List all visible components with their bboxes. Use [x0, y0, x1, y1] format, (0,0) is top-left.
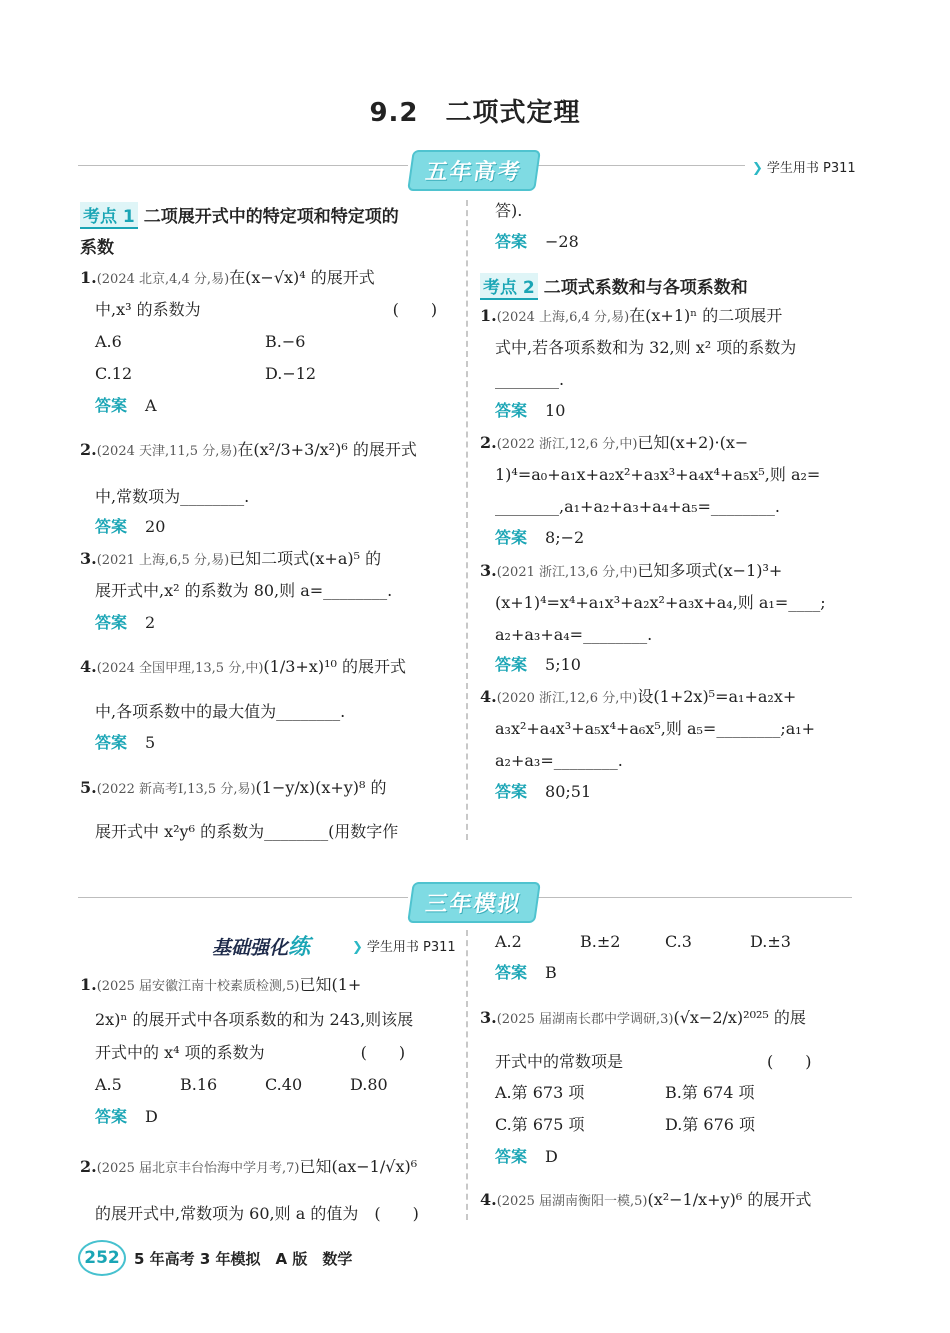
answer-value: 10 — [545, 401, 566, 420]
option-a: C.12 — [95, 364, 133, 383]
question-text: 在(x²/3+3/x²)⁶ 的展开式 — [237, 440, 417, 459]
answer-label: 答案 — [495, 782, 528, 801]
question-source: (2024 天津,11,5 分,易) — [96, 444, 238, 459]
answer-line — [95, 517, 165, 537]
question-line — [95, 581, 392, 601]
question-source: (2025 届安徽江南十校素质检测,5) — [96, 979, 300, 994]
student-book-ref-text: 学生用书 P311 — [766, 161, 856, 176]
question-line — [95, 1043, 405, 1063]
sub-banner-highlight: 练 — [288, 935, 311, 960]
question-line — [95, 822, 398, 842]
question-number: 4. — [480, 687, 497, 706]
question-text: 已知(1+ — [299, 975, 362, 994]
student-book-ref — [752, 157, 856, 176]
options-row — [95, 364, 316, 384]
question-stem — [80, 1157, 417, 1179]
option-a: A.6 — [95, 332, 122, 351]
answer-label: 答案 — [495, 232, 528, 251]
question-text: 在(x−√x)⁴ 的展开式 — [229, 268, 375, 287]
question-line — [495, 719, 815, 739]
student-book-ref-2 — [352, 936, 456, 955]
question-number: 1. — [80, 268, 97, 287]
question-text: 已知(x+2)·(x− — [637, 433, 749, 452]
topic-text: 二项式系数和与各项系数和 — [543, 278, 748, 298]
question-line — [495, 201, 522, 221]
option-b: B.16 — [180, 1075, 218, 1094]
section-banner-five-year: 五年高考 — [407, 150, 541, 191]
footer-title: 5 年高考 3 年模拟 A 版 数学 — [134, 1250, 353, 1268]
topic-text: 二项展开式中的特定项和特定项的 — [143, 207, 399, 227]
answer-label: 答案 — [495, 528, 528, 547]
divider-left — [78, 165, 408, 166]
question-source: (2025 届北京丰台怡海中学月考,7) — [96, 1161, 300, 1176]
question-text: 已知二项式(x+a)⁵ 的 — [229, 549, 382, 568]
sub-banner-basic — [212, 930, 310, 961]
question-line-text: 开式中的 x⁴ 项的系数为 ( ) — [95, 1043, 406, 1062]
option-d: D.±3 — [750, 932, 791, 951]
question-number: 2. — [80, 1157, 97, 1176]
question-line — [95, 1010, 413, 1030]
answer-value: 20 — [145, 517, 166, 536]
question-stem — [80, 268, 375, 290]
question-line-text: 1)⁴=a₀+a₁x+a₂x²+a₃x³+a₄x⁴+a₅x⁵,则 a₂= — [495, 465, 821, 484]
question-number: 3. — [80, 549, 97, 568]
answer-label: 答案 — [495, 963, 528, 982]
answer-line — [495, 655, 581, 675]
page-title: 9.2 二项式定理 — [369, 98, 581, 128]
question-text: (x²−1/x+y)⁶ 的展开式 — [647, 1190, 812, 1209]
divider-right — [530, 165, 745, 166]
question-number: 4. — [480, 1190, 497, 1209]
question-source: (2020 浙江,12,6 分,中) — [496, 691, 638, 706]
answer-label: 答案 — [95, 517, 128, 536]
option-a: A.5 — [95, 1075, 122, 1094]
question-source: (2024 全国甲理,13,5 分,中) — [96, 661, 264, 676]
question-text: (1/3+x)¹⁰ 的展开式 — [263, 657, 406, 676]
topic-tag: 考点 2 — [480, 273, 538, 300]
answer-line — [495, 528, 584, 548]
question-source: (2024 上海,6,4 分,易) — [496, 310, 630, 325]
question-stem — [480, 1008, 806, 1030]
column-divider — [466, 200, 468, 840]
page-number: 252 — [78, 1240, 126, 1276]
answer-line — [495, 401, 565, 421]
question-source: (2024 北京,4,4 分,易) — [96, 272, 230, 287]
question-stem — [80, 778, 387, 800]
question-line-text: ________,a₁+a₂+a₃+a₄+a₅=________. — [495, 497, 780, 516]
question-line-text: 展开式中 x²y⁶ 的系数为________(用数字作 — [95, 822, 399, 841]
question-number: 4. — [80, 657, 97, 676]
question-line — [95, 300, 437, 320]
answer-value: D — [145, 1107, 158, 1126]
option-b: D.−12 — [265, 364, 317, 383]
answer-label: 答案 — [95, 1107, 128, 1126]
question-text: (1−y/x)(x+y)⁸ 的 — [255, 778, 387, 797]
answer-line — [95, 733, 155, 753]
answer-value: 80;51 — [545, 782, 592, 801]
question-line-text: 的展开式中,常数项为 60,则 a 的值为 ( ) — [95, 1204, 419, 1223]
question-source: (2021 浙江,13,6 分,中) — [496, 565, 638, 580]
question-stem — [480, 433, 748, 455]
question-line — [495, 338, 796, 358]
answer-line — [95, 396, 157, 416]
question-stem — [480, 1190, 811, 1212]
question-line-text: 开式中的常数项是 ( ) — [495, 1052, 812, 1071]
option-b: D.第 676 项 — [665, 1115, 756, 1134]
question-line — [95, 702, 345, 722]
options-row — [95, 332, 305, 352]
question-stem — [80, 440, 417, 462]
question-line — [95, 487, 249, 507]
question-stem — [480, 561, 782, 583]
question-source: (2022 新高考Ⅰ,13,5 分,易) — [96, 782, 256, 797]
option-c: C.40 — [265, 1075, 303, 1094]
question-text: (√x−2/x)²⁰²⁵ 的展 — [673, 1008, 806, 1027]
option-d: D.80 — [350, 1075, 388, 1094]
options-row — [495, 1115, 755, 1135]
answer-value: −28 — [545, 232, 579, 251]
question-source: (2021 上海,6,5 分,易) — [96, 553, 230, 568]
answer-label: 答案 — [495, 401, 528, 420]
sub-banner-main: 基础强化 — [212, 937, 289, 959]
question-line — [495, 625, 652, 645]
section-banner-three-year: 三年模拟 — [407, 882, 541, 923]
question-line-text: 答). — [495, 201, 523, 220]
question-number: 2. — [80, 440, 97, 459]
answer-value: 8;−2 — [545, 528, 585, 547]
question-line-text: a₃x²+a₄x³+a₅x⁴+a₆x⁵,则 a₅=________;a₁+ — [495, 719, 816, 738]
answer-value: D — [545, 1147, 558, 1166]
answer-line — [495, 1147, 558, 1167]
option-a: A.2 — [495, 932, 522, 951]
question-stem — [480, 306, 782, 328]
question-number: 1. — [480, 306, 497, 325]
student-book-ref-text: 学生用书 P311 — [366, 940, 456, 955]
question-line — [495, 497, 780, 517]
question-number: 2. — [480, 433, 497, 452]
arrow-right-icon: ❯ — [352, 940, 363, 955]
options-row — [495, 1083, 755, 1103]
answer-label: 答案 — [495, 655, 528, 674]
option-a: C.第 675 项 — [495, 1115, 585, 1134]
question-text: 已知(ax−1/√x)⁶ — [299, 1157, 418, 1176]
answer-label: 答案 — [95, 733, 128, 752]
option-a: A.第 673 项 — [495, 1083, 585, 1102]
question-line — [495, 751, 623, 771]
topic-tag: 考点 1 — [80, 202, 138, 229]
answer-label: 答案 — [495, 1147, 528, 1166]
question-line-text: 式中,若各项系数和为 32,则 x² 项的系数为 — [495, 338, 797, 357]
question-stem — [80, 975, 361, 997]
answer-line — [495, 232, 579, 252]
question-text: 已知多项式(x−1)³+ — [637, 561, 783, 580]
question-text: 设(1+2x)⁵=a₁+a₂x+ — [637, 687, 797, 706]
question-line — [95, 1204, 419, 1224]
question-line-text: 中,x³ 的系数为 ( ) — [95, 300, 438, 319]
answer-label: 答案 — [95, 613, 128, 632]
question-stem — [80, 549, 381, 571]
divider-left-2 — [78, 897, 408, 898]
question-stem — [480, 687, 796, 709]
column-divider-2 — [466, 930, 468, 1220]
options-row — [495, 932, 835, 952]
question-line-text: 2x)ⁿ 的展开式中各项系数的和为 243,则该展 — [95, 1010, 414, 1029]
question-source: (2025 届湖南衡阳一模,5) — [496, 1194, 648, 1209]
topic-heading — [480, 273, 748, 300]
question-number: 5. — [80, 778, 97, 797]
question-line-text: a₂+a₃+a₄=________. — [495, 625, 653, 644]
answer-line — [95, 613, 155, 633]
topic-heading — [80, 233, 114, 258]
answer-line — [95, 1107, 158, 1127]
question-number: 3. — [480, 561, 497, 580]
question-line — [495, 465, 820, 485]
question-source: (2025 届湖南长郡中学调研,3) — [496, 1012, 674, 1027]
question-number: 3. — [480, 1008, 497, 1027]
question-line-text: 中,常数项为________. — [95, 487, 250, 506]
question-number: 1. — [80, 975, 97, 994]
question-source: (2022 浙江,12,6 分,中) — [496, 437, 638, 452]
question-stem — [80, 657, 406, 679]
option-b: B.第 674 项 — [665, 1083, 755, 1102]
answer-value: 5;10 — [545, 655, 581, 674]
option-b: B.−6 — [265, 332, 306, 351]
question-line-text: a₂+a₃=________. — [495, 751, 623, 770]
answer-value: B — [545, 963, 557, 982]
answer-label: 答案 — [95, 396, 128, 415]
question-line-text: 中,各项系数中的最大值为________. — [95, 702, 346, 721]
question-text: 在(x+1)ⁿ 的二项展开 — [629, 306, 783, 325]
divider-right-2 — [530, 897, 852, 898]
options-row — [95, 1075, 435, 1095]
option-b: B.±2 — [580, 932, 621, 951]
answer-value: 2 — [145, 613, 156, 632]
answer-line — [495, 782, 591, 802]
topic-text: 系数 — [80, 238, 114, 258]
answer-value: A — [145, 396, 157, 415]
question-line-text: ________. — [495, 370, 565, 389]
question-line-text: 展开式中,x² 的系数为 80,则 a=________. — [95, 581, 393, 600]
topic-heading — [80, 202, 399, 229]
answer-value: 5 — [145, 733, 156, 752]
question-line — [495, 370, 564, 390]
answer-line — [495, 963, 557, 983]
question-line-text: (x+1)⁴=x⁴+a₁x³+a₂x²+a₃x+a₄,则 a₁=____; — [495, 593, 826, 612]
option-c: C.3 — [665, 932, 692, 951]
question-line — [495, 1052, 812, 1072]
arrow-right-icon: ❯ — [752, 161, 763, 176]
question-line — [495, 593, 826, 613]
